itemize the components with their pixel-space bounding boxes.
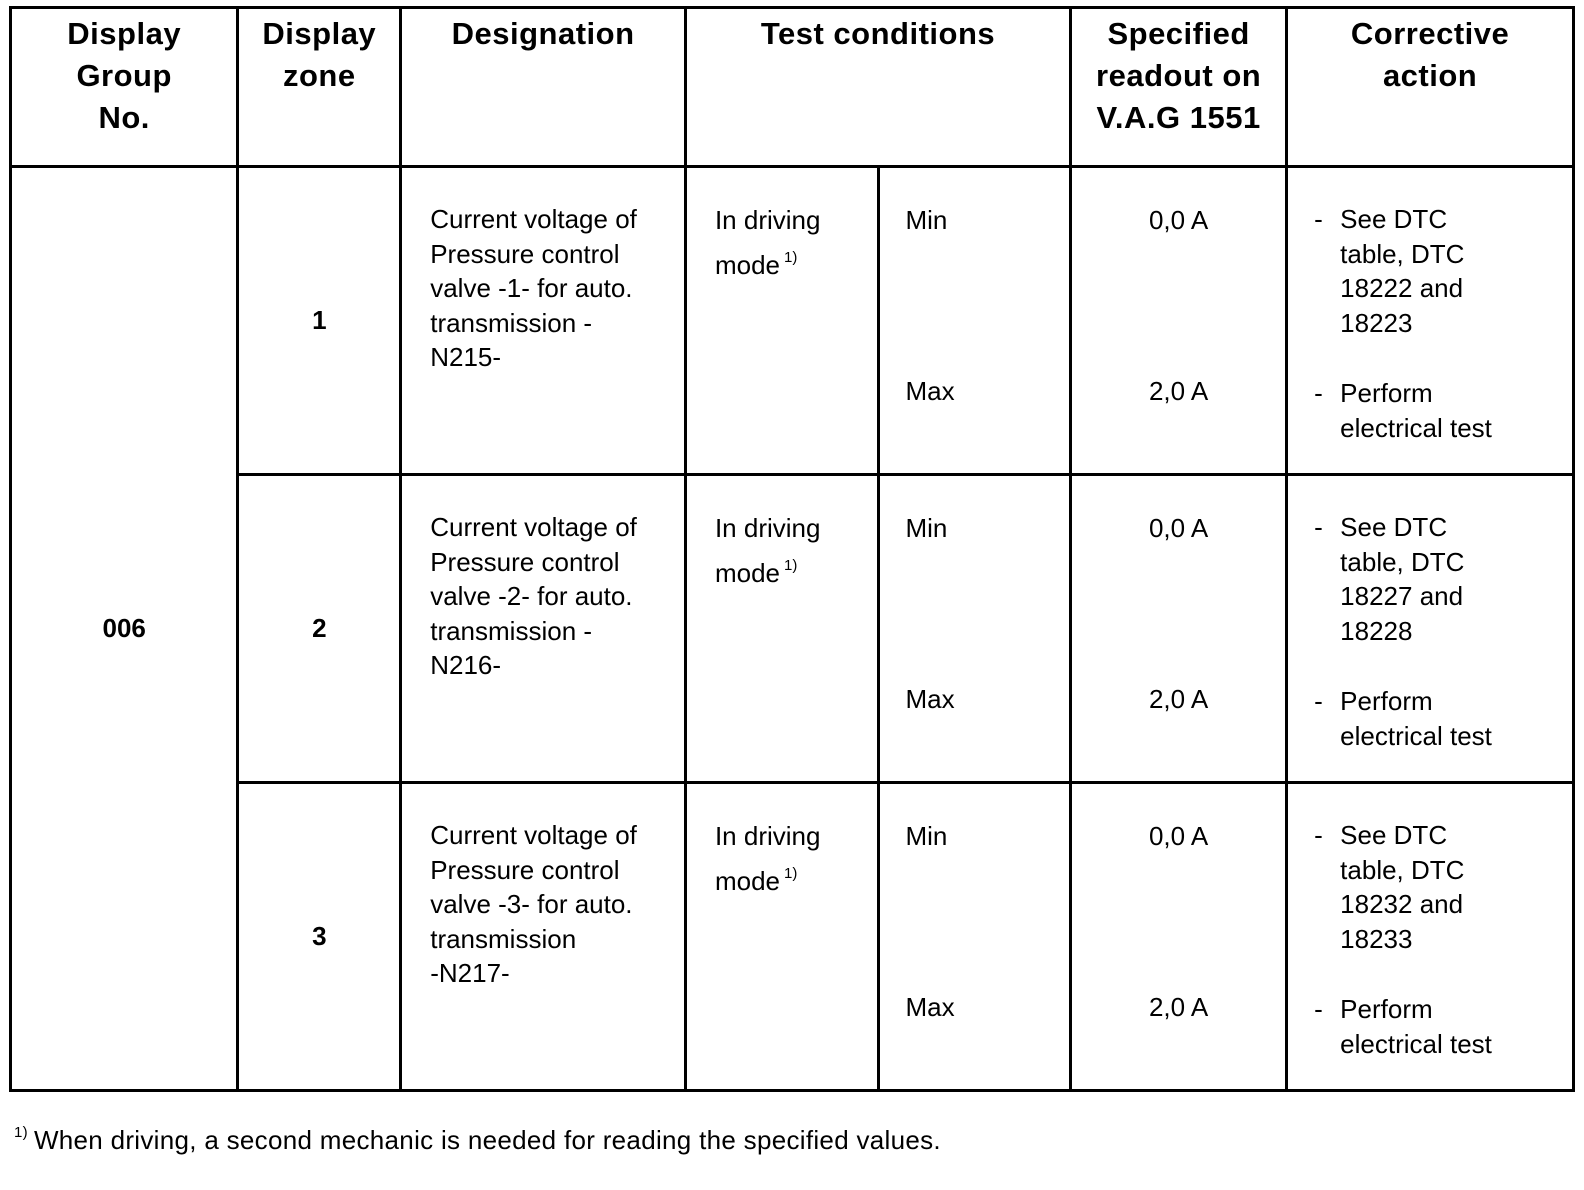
display-zone: 1 (238, 167, 401, 475)
min-value: 0,0 A (1148, 513, 1209, 543)
action-item: - See DTC table, DTC 18227 and 18228 (1314, 512, 1465, 646)
corrective-action-cell (1287, 783, 1574, 1091)
table-row (11, 475, 1574, 783)
header-designation: Designation (401, 8, 686, 167)
display-group-number: 006 (11, 167, 238, 1091)
header-corrective-action: Corrective action (1287, 8, 1574, 167)
action-item: - See DTC table, DTC 18222 and 18223 (1314, 204, 1465, 338)
header-display-zone: Display zone (238, 8, 401, 167)
footnote-mark: 1) (14, 1124, 28, 1141)
header-specified-readout: Specified readout on V.A.G 1551 (1071, 8, 1287, 167)
readout-cell (1071, 475, 1287, 783)
readout-cell (1071, 167, 1287, 475)
max-value: 2,0 A (1148, 376, 1209, 406)
min-max-cell (878, 475, 1071, 783)
min-label: Min (905, 513, 948, 543)
footnote-ref: 1) (784, 865, 798, 882)
corrective-action-cell (1287, 167, 1574, 475)
max-value: 2,0 A (1148, 992, 1209, 1022)
header-test-conditions: Test conditions (685, 8, 1070, 167)
max-label: Max (905, 992, 955, 1022)
test-condition-cell: In driving mode $^{1)}$ (685, 783, 878, 1091)
designation-cell: Current voltage of Pressure control valve -3- for auto. transmission -N217- (401, 783, 686, 1091)
test-condition-cell: In driving mode $^{1)}$ (685, 475, 878, 783)
min-value: 0,0 A (1148, 821, 1209, 851)
max-label: Max (905, 376, 955, 406)
footnote (14, 1124, 941, 1156)
min-max-cell (878, 167, 1071, 475)
display-zone: 2 (238, 475, 401, 783)
readout-cell (1071, 783, 1287, 1091)
min-value: 0,0 A (1148, 205, 1209, 235)
min-label: Min (905, 821, 948, 851)
action-item: - Perform electrical test (1314, 994, 1492, 1059)
footnote-ref: 1) (784, 557, 798, 574)
max-label: Max (905, 684, 955, 714)
display-group-table (9, 6, 1575, 1092)
footnote-ref: 1) (784, 249, 798, 266)
corrective-action-cell (1287, 475, 1574, 783)
header-row (11, 8, 1574, 167)
action-item: - Perform electrical test (1314, 378, 1492, 443)
min-label: Min (905, 205, 948, 235)
action-item: - Perform electrical test (1314, 686, 1492, 751)
test-condition-cell: In driving mode $^{1)}$ (685, 167, 878, 475)
action-item: - See DTC table, DTC 18232 and 18233 (1314, 820, 1465, 954)
header-display-group: Display Group No. (11, 8, 238, 167)
designation-cell: Current voltage of Pressure control valve -1- for auto. transmission - N215- (401, 167, 686, 475)
min-max-cell (878, 783, 1071, 1091)
designation-cell: Current voltage of Pressure control valve -2- for auto. transmission - N216- (401, 475, 686, 783)
footnote-text: When driving, a second mechanic is needed for reading the specified values. (33, 1125, 941, 1155)
display-zone: 3 (238, 783, 401, 1091)
table-row (11, 783, 1574, 1091)
max-value: 2,0 A (1148, 684, 1209, 714)
table-row (11, 167, 1574, 475)
